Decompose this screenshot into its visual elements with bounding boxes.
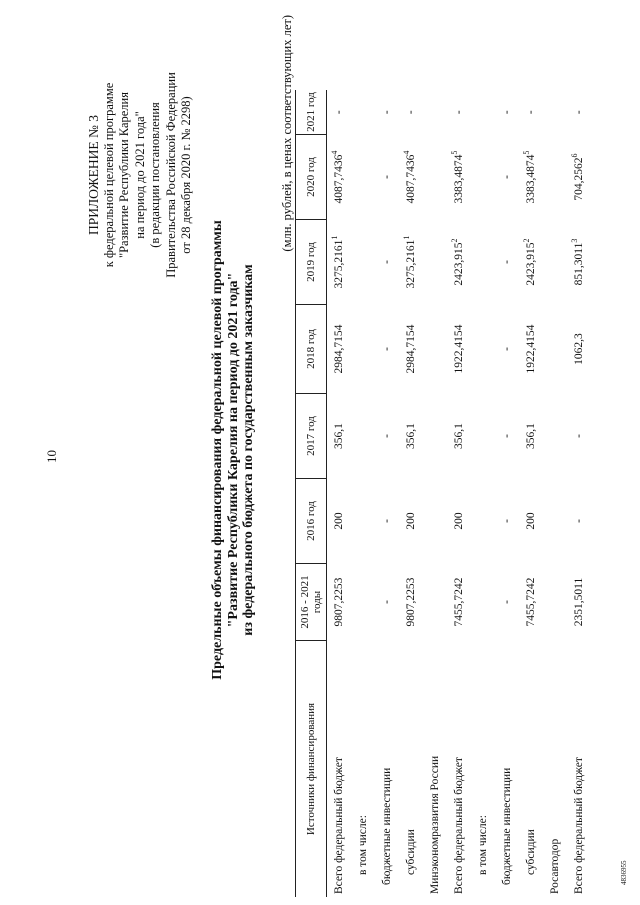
cell-value: - bbox=[381, 600, 393, 604]
table-cell bbox=[375, 479, 399, 564]
cell-value: 3383,4874 bbox=[525, 154, 537, 204]
table-row bbox=[447, 90, 471, 897]
cell-value: - bbox=[501, 347, 513, 351]
cell-value: - bbox=[381, 110, 393, 115]
column-header-2017: 2017 год bbox=[296, 394, 327, 479]
table-cell bbox=[567, 90, 591, 135]
table-cell bbox=[519, 220, 543, 305]
financing-table bbox=[295, 90, 591, 897]
table-cell bbox=[423, 90, 447, 135]
table-cell bbox=[399, 479, 423, 564]
table-row bbox=[495, 90, 519, 897]
table-cell bbox=[543, 394, 567, 479]
table-row bbox=[351, 90, 375, 897]
cell-value: 356,1 bbox=[333, 423, 345, 449]
cell-value: 200 bbox=[453, 512, 465, 530]
cell-value: 200 bbox=[525, 512, 537, 530]
table-cell bbox=[519, 479, 543, 564]
table-cell bbox=[567, 479, 591, 564]
cell-value: - bbox=[525, 110, 537, 115]
appendix-line: "Развитие Республики Карелия bbox=[117, 92, 131, 258]
table-cell bbox=[567, 135, 591, 220]
row-label: Всего федеральный бюджет bbox=[333, 757, 345, 894]
table-cell bbox=[351, 220, 375, 305]
table-cell bbox=[399, 220, 423, 305]
cell-value: 1062,3 bbox=[573, 333, 585, 365]
table-cell bbox=[495, 394, 519, 479]
cell-value: - bbox=[573, 434, 585, 438]
table-cell bbox=[543, 135, 567, 220]
table-row bbox=[519, 90, 543, 897]
title-line: Предельные объемы финансирования федеральной целевой программы bbox=[210, 220, 225, 680]
units-note: (млн. рублей, в ценах соответствующих лет) bbox=[280, 15, 294, 252]
table-body bbox=[327, 90, 592, 897]
column-header-2016: 2016 год bbox=[296, 479, 327, 564]
table-cell bbox=[447, 90, 471, 135]
cell-value: 704,2562 bbox=[573, 157, 585, 201]
table-cell bbox=[519, 305, 543, 394]
table-cell bbox=[351, 305, 375, 394]
table-cell bbox=[375, 394, 399, 479]
cell-value: - bbox=[501, 175, 513, 179]
table-cell bbox=[495, 135, 519, 220]
table-cell bbox=[399, 564, 423, 641]
table-cell bbox=[399, 394, 423, 479]
column-header-2019: 2019 год bbox=[296, 220, 327, 305]
table-cell bbox=[423, 135, 447, 220]
title-line: "Развитие Республики Карелия на период до 2021 года" bbox=[225, 272, 241, 628]
cell-value: 2351,5011 bbox=[573, 577, 585, 627]
column-header-2021: 2021 год bbox=[296, 90, 327, 135]
table-cell bbox=[471, 564, 495, 641]
footnote-marker: 5 bbox=[450, 150, 460, 155]
table-cell bbox=[543, 564, 567, 641]
table-cell bbox=[447, 564, 471, 641]
table-cell bbox=[327, 90, 352, 135]
cell-value: 356,1 bbox=[453, 423, 465, 449]
cell-value: 356,1 bbox=[405, 423, 417, 449]
table-cell bbox=[471, 220, 495, 305]
appendix-line: Правительства Российской Федерации bbox=[163, 72, 178, 278]
table-cell bbox=[567, 305, 591, 394]
appendix-heading: ПРИЛОЖЕНИЕ № 3 bbox=[86, 114, 101, 236]
table-cell bbox=[567, 394, 591, 479]
row-label: бюджетные инвестиции bbox=[501, 767, 513, 885]
table-cell bbox=[423, 394, 447, 479]
table-cell bbox=[519, 394, 543, 479]
cell-value: 3383,4874 bbox=[453, 154, 465, 204]
table-header-row bbox=[296, 90, 327, 897]
cell-value: 1922,4154 bbox=[453, 324, 465, 374]
cell-value: - bbox=[573, 519, 585, 523]
table-cell bbox=[519, 135, 543, 220]
cell-value: - bbox=[501, 519, 513, 523]
table-cell bbox=[351, 394, 375, 479]
footnote-marker: 2 bbox=[450, 238, 460, 243]
cell-value: 2423,915 bbox=[453, 242, 465, 286]
footnote-marker: 4 bbox=[402, 150, 412, 155]
appendix-line: к федеральной целевой программе bbox=[101, 82, 116, 268]
table-cell bbox=[471, 135, 495, 220]
cell-value: 4087,7436 bbox=[405, 154, 417, 204]
row-label: в том числе: bbox=[477, 815, 489, 875]
table-row bbox=[375, 90, 399, 897]
footnote-marker: 4 bbox=[330, 150, 340, 155]
column-header-total: 2016 - 2021 годы bbox=[296, 564, 327, 641]
document-code: 4836955 bbox=[620, 860, 628, 885]
appendix-block bbox=[86, 25, 195, 325]
appendix-line: от 28 декабря 2020 г. № 2298) bbox=[179, 96, 193, 254]
table-cell bbox=[423, 479, 447, 564]
table-cell bbox=[567, 220, 591, 305]
table-cell bbox=[495, 90, 519, 135]
footnote-marker: 5 bbox=[522, 150, 532, 155]
table-cell bbox=[375, 564, 399, 641]
cell-value: 7455,7242 bbox=[525, 577, 537, 627]
cell-value: - bbox=[501, 260, 513, 264]
table-cell bbox=[471, 479, 495, 564]
cell-value: 851,3011 bbox=[573, 242, 585, 286]
table-cell bbox=[447, 305, 471, 394]
row-label: Всего федеральный бюджет bbox=[453, 757, 465, 894]
cell-value: 9807,2253 bbox=[405, 577, 417, 627]
footnote-marker: 3 bbox=[570, 238, 580, 243]
table-cell bbox=[399, 305, 423, 394]
cell-value: 2984,7154 bbox=[405, 324, 417, 374]
cell-value: - bbox=[381, 434, 393, 438]
row-label: Всего федеральный бюджет bbox=[573, 757, 585, 894]
cell-value: - bbox=[573, 110, 585, 115]
table-cell bbox=[447, 220, 471, 305]
table-cell bbox=[543, 479, 567, 564]
table-cell bbox=[543, 90, 567, 135]
table-cell bbox=[543, 305, 567, 394]
page-number: 10 bbox=[44, 450, 59, 463]
cell-value: 3275,2161 bbox=[405, 239, 417, 289]
table-cell bbox=[399, 90, 423, 135]
table-cell bbox=[495, 305, 519, 394]
cell-value: - bbox=[381, 175, 393, 179]
cell-value: - bbox=[333, 110, 345, 115]
cell-value: - bbox=[381, 260, 393, 264]
table-cell bbox=[327, 479, 352, 564]
table-cell bbox=[495, 220, 519, 305]
table-cell bbox=[447, 394, 471, 479]
table-cell bbox=[351, 90, 375, 135]
table-cell bbox=[327, 135, 352, 220]
table-cell bbox=[327, 564, 352, 641]
table-cell bbox=[399, 135, 423, 220]
cell-value: - bbox=[381, 347, 393, 351]
table-cell bbox=[327, 305, 352, 394]
column-header-2020: 2020 год bbox=[296, 135, 327, 220]
table-cell bbox=[519, 564, 543, 641]
cell-value: 200 bbox=[333, 512, 345, 530]
table-cell bbox=[543, 220, 567, 305]
cell-value: 4087,7436 bbox=[333, 154, 345, 204]
table-cell bbox=[567, 564, 591, 641]
cell-value: - bbox=[453, 110, 465, 115]
cell-value: 356,1 bbox=[525, 423, 537, 449]
table-cell bbox=[375, 220, 399, 305]
row-label: в том числе: bbox=[357, 815, 369, 875]
column-header-2018: 2018 год bbox=[296, 305, 327, 394]
table-row bbox=[423, 90, 447, 897]
table-cell bbox=[519, 90, 543, 135]
footnote-marker: 2 bbox=[522, 238, 532, 243]
table-cell bbox=[327, 220, 352, 305]
table-cell bbox=[351, 564, 375, 641]
column-header-source: Источники финансирования bbox=[296, 641, 327, 898]
table-cell bbox=[447, 479, 471, 564]
table-row bbox=[327, 90, 352, 897]
table-cell bbox=[495, 479, 519, 564]
row-label: бюджетные инвестиции bbox=[381, 767, 393, 885]
appendix-line: на период до 2021 года" bbox=[132, 111, 147, 239]
footnote-marker: 6 bbox=[570, 153, 580, 158]
cell-value: 3275,2161 bbox=[333, 239, 345, 289]
row-label: субсидии bbox=[405, 829, 417, 875]
cell-value: - bbox=[501, 434, 513, 438]
table-cell bbox=[447, 135, 471, 220]
appendix-line: (в редакции постановления bbox=[148, 102, 162, 248]
table-cell bbox=[471, 305, 495, 394]
row-label: Минэкономразвития России bbox=[429, 755, 441, 894]
footnote-marker: 1 bbox=[330, 235, 340, 240]
table-row bbox=[471, 90, 495, 897]
cell-value: - bbox=[501, 600, 513, 604]
cell-value: 2423,915 bbox=[525, 242, 537, 286]
table-cell bbox=[423, 305, 447, 394]
cell-value: - bbox=[405, 110, 417, 115]
footnote-marker: 1 bbox=[402, 235, 412, 240]
table-row bbox=[543, 90, 567, 897]
cell-value: 2984,7154 bbox=[333, 324, 345, 374]
cell-value: 7455,7242 bbox=[453, 577, 465, 627]
table-row bbox=[567, 90, 591, 897]
table-cell bbox=[423, 564, 447, 641]
table-cell bbox=[423, 220, 447, 305]
cell-value: 200 bbox=[405, 512, 417, 530]
table-cell bbox=[351, 479, 375, 564]
table-cell bbox=[495, 564, 519, 641]
cell-value: - bbox=[501, 110, 513, 115]
table-row bbox=[399, 90, 423, 897]
table-cell bbox=[351, 135, 375, 220]
table-cell bbox=[471, 90, 495, 135]
cell-value: 1922,4154 bbox=[525, 324, 537, 374]
row-label: Росавтодор bbox=[549, 838, 561, 894]
row-label: субсидии bbox=[525, 829, 537, 875]
table-cell bbox=[375, 135, 399, 220]
table-cell bbox=[327, 394, 352, 479]
title-line: из федерального бюджета по государственным заказчикам bbox=[241, 264, 256, 636]
table-cell bbox=[375, 305, 399, 394]
table-cell bbox=[471, 394, 495, 479]
document-title bbox=[210, 170, 257, 730]
table-cell bbox=[375, 90, 399, 135]
cell-value: - bbox=[381, 519, 393, 523]
cell-value: 9807,2253 bbox=[333, 577, 345, 627]
